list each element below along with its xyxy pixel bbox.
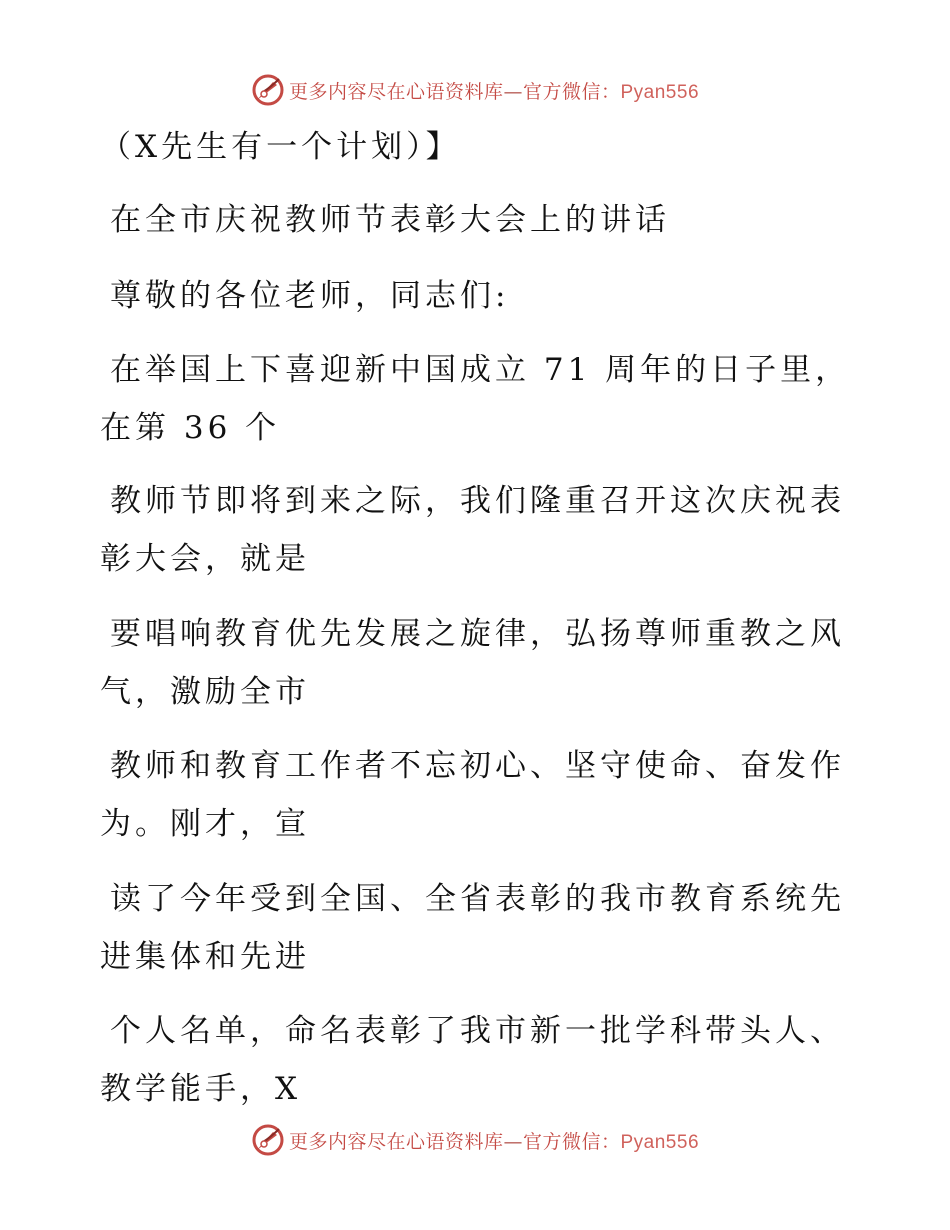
paragraph-line: 教师节即将到来之际，我们隆重召开这次庆祝表 <box>110 483 845 519</box>
document-header-line: （X先生有一个计划）】 <box>100 129 461 165</box>
footer-watermark <box>0 1120 950 1160</box>
paragraph-line: 为。刚才，宣 <box>100 806 310 842</box>
watermark-text: 更多内容尽在心语资料库—官方微信：Pyan556 <box>288 1130 700 1153</box>
paragraph-line: 气，激励全市 <box>100 674 310 710</box>
paragraph-line: 彰大会，就是 <box>100 541 310 577</box>
paragraph-line: 要唱响教育优先发展之旋律，弘扬尊师重教之风 <box>110 616 845 652</box>
watermark-text: 更多内容尽在心语资料库—官方微信：Pyan556 <box>288 80 700 103</box>
paragraph-line: 教师和教育工作者不忘初心、坚守使命、奋发作 <box>110 748 845 784</box>
salutation: 尊敬的各位老师，同志们: <box>110 278 510 314</box>
quill-logo-icon <box>251 1123 285 1157</box>
paragraph-line: 进集体和先进 <box>100 939 310 975</box>
speech-title: 在全市庆祝教师节表彰大会上的讲话 <box>110 202 670 238</box>
paragraph-line: 教学能手，X <box>100 1071 302 1107</box>
paragraph-line: 在第 36 个 <box>100 410 281 446</box>
paragraph-line: 个人名单，命名表彰了我市新一批学科带头人、 <box>110 1013 845 1049</box>
paragraph-line: 读了今年受到全国、全省表彰的我市教育系统先 <box>110 881 845 917</box>
paragraph-line: 在举国上下喜迎新中国成立 71 周年的日子里， <box>110 352 851 388</box>
